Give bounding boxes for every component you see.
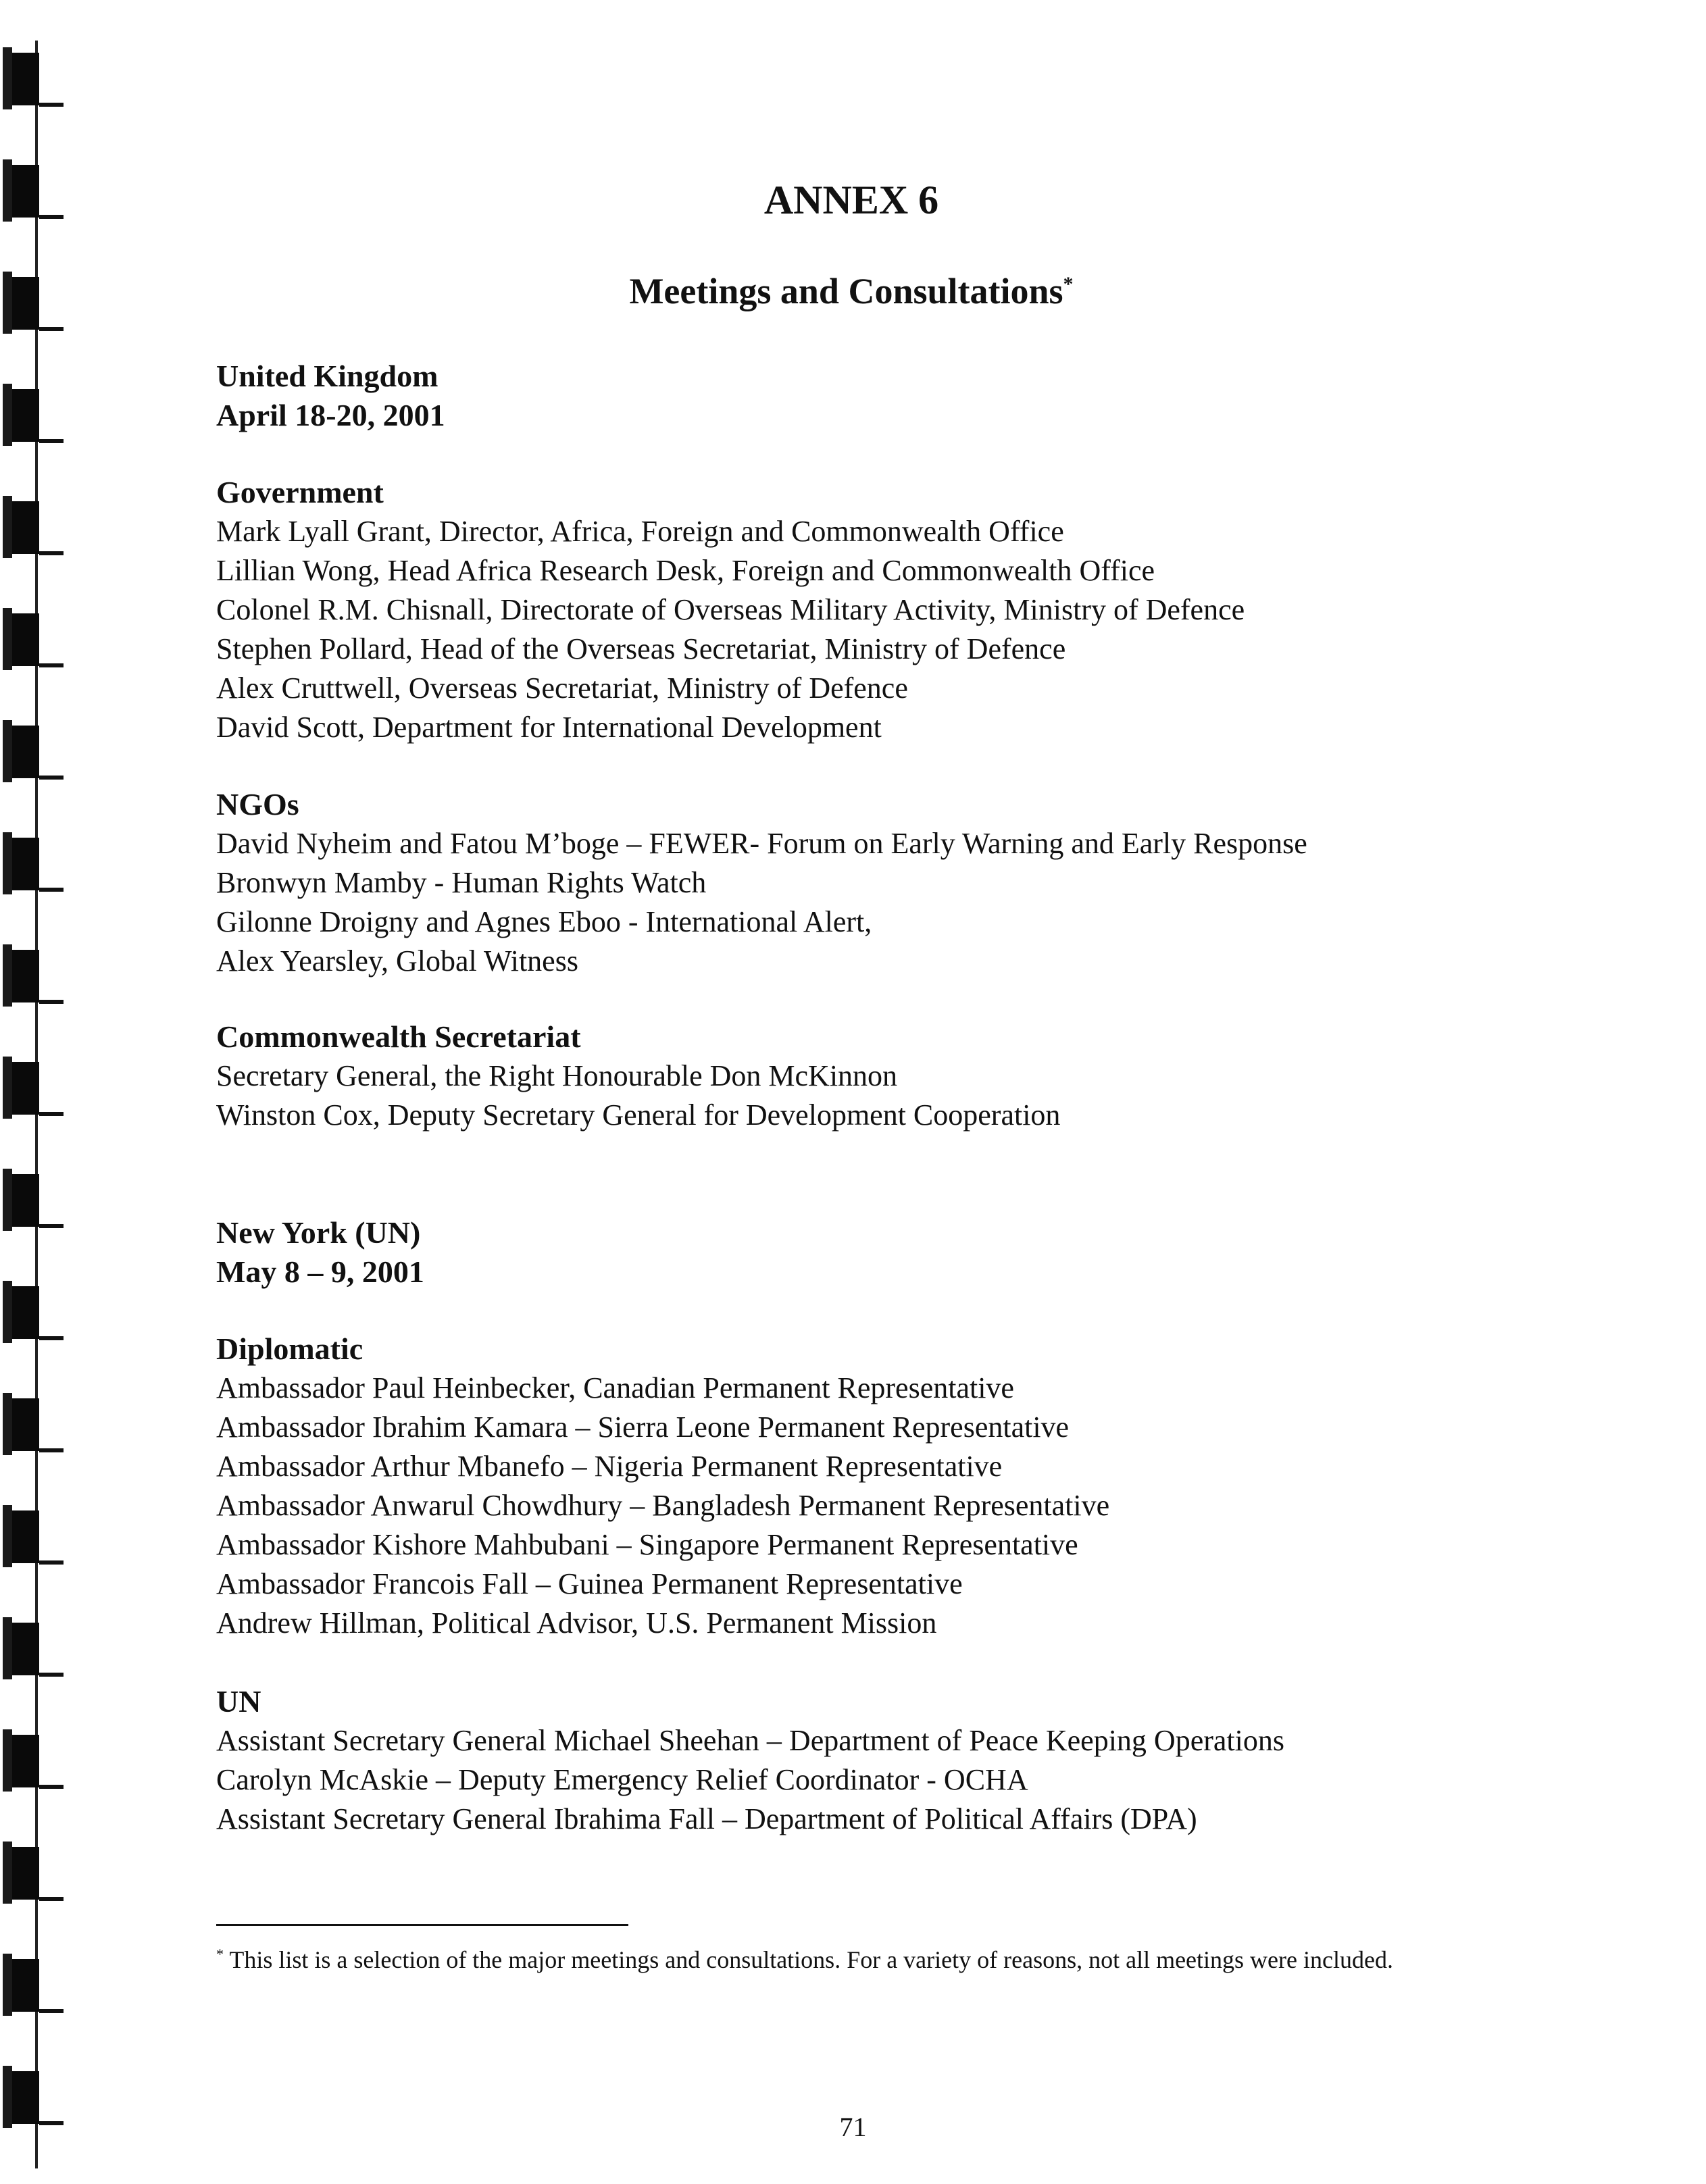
list-item: Bronwyn Mamby - Human Rights Watch bbox=[216, 866, 707, 899]
section-ny-header bbox=[216, 1213, 424, 1292]
binding-loop bbox=[3, 384, 62, 451]
list-item: Ambassador Paul Heinbecker, Canadian Permanent Representative bbox=[216, 1371, 1014, 1404]
group-un bbox=[216, 1682, 1284, 1839]
section-location: United Kingdom bbox=[216, 359, 438, 393]
list-item: Stephen Pollard, Head of the Overseas Secretariat, Ministry of Defence bbox=[216, 632, 1066, 665]
list-item: Ambassador Anwarul Chowdhury – Bangladesh Permanent Representative bbox=[216, 1489, 1110, 1522]
binding-loop bbox=[3, 1393, 62, 1461]
group-ngos bbox=[216, 785, 1307, 981]
list-item: Ambassador Kishore Mahbubani – Singapore Permanent Representative bbox=[216, 1528, 1078, 1561]
list-item: Andrew Hillman, Political Advisor, U.S. Permanent Mission bbox=[216, 1606, 937, 1640]
section-uk-header bbox=[216, 357, 445, 435]
binding-loop bbox=[3, 1842, 62, 1909]
list-item: David Nyheim and Fatou M’boge – FEWER- Forum on Early Warning and Early Response bbox=[216, 827, 1307, 860]
binding-loop bbox=[3, 47, 62, 115]
page-subtitle bbox=[216, 270, 1486, 312]
group-heading: Government bbox=[216, 475, 384, 509]
group-government bbox=[216, 473, 1245, 747]
list-item: Ambassador Francois Fall – Guinea Permanent Representative bbox=[216, 1567, 963, 1600]
spiral-binding bbox=[0, 41, 74, 2168]
list-item: Assistant Secretary General Ibrahima Fall – Department of Political Affairs (DPA) bbox=[216, 1802, 1197, 1835]
section-location: New York (UN) bbox=[216, 1215, 421, 1250]
page-number: 71 bbox=[839, 2112, 867, 2142]
group-heading: Diplomatic bbox=[216, 1331, 363, 1366]
list-item: Colonel R.M. Chisnall, Directorate of Overseas Military Activity, Ministry of Defence bbox=[216, 593, 1245, 626]
list-item: Secretary General, the Right Honourable Don McKinnon bbox=[216, 1059, 898, 1092]
binding-loop bbox=[3, 1729, 62, 1797]
footnote-divider bbox=[216, 1924, 628, 1926]
group-heading: NGOs bbox=[216, 787, 299, 821]
list-item: Gilonne Droigny and Agnes Eboo - International Alert, bbox=[216, 905, 872, 938]
binding-loop bbox=[3, 944, 62, 1012]
binding-loop bbox=[3, 1505, 62, 1573]
list-item: Lillian Wong, Head Africa Research Desk, Foreign and Commonwealth Office bbox=[216, 554, 1155, 587]
list-item: Carolyn McAskie – Deputy Emergency Relief Coordinator - OCHA bbox=[216, 1763, 1028, 1796]
list-item: Alex Cruttwell, Overseas Secretariat, Ministry of Defence bbox=[216, 671, 908, 705]
binding-loop bbox=[3, 1169, 62, 1236]
group-diplomatic bbox=[216, 1329, 1109, 1643]
binding-loop bbox=[3, 496, 62, 563]
binding-loop bbox=[3, 608, 62, 676]
binding-loop bbox=[3, 1281, 62, 1348]
binding-loop bbox=[3, 159, 62, 227]
subtitle-text: Meetings and Consultations bbox=[629, 271, 1063, 311]
group-heading: Commonwealth Secretariat bbox=[216, 1019, 581, 1054]
group-heading: UN bbox=[216, 1684, 261, 1719]
binding-loop bbox=[3, 1057, 62, 1124]
section-date: April 18-20, 2001 bbox=[216, 398, 445, 432]
binding-loop bbox=[3, 832, 62, 900]
footnote-text: This list is a selection of the major meetings and consultations. For a variety of reasons, not all meetings were included. bbox=[229, 1946, 1393, 1973]
annex-title: ANNEX 6 bbox=[763, 178, 939, 222]
list-item: Ambassador Arthur Mbanefo – Nigeria Permanent Representative bbox=[216, 1450, 1003, 1483]
footnote-marker: * bbox=[216, 1946, 224, 1962]
list-item: Mark Lyall Grant, Director, Africa, Foreign and Commonwealth Office bbox=[216, 515, 1064, 548]
list-item: Winston Cox, Deputy Secretary General for Development Cooperation bbox=[216, 1098, 1061, 1132]
binding-loop bbox=[3, 1617, 62, 1685]
section-date: May 8 – 9, 2001 bbox=[216, 1254, 424, 1289]
list-item: David Scott, Department for International Development bbox=[216, 711, 882, 744]
list-item: Ambassador Ibrahim Kamara – Sierra Leone Permanent Representative bbox=[216, 1411, 1070, 1444]
subtitle-footnote-marker: * bbox=[1063, 273, 1074, 295]
list-item: Assistant Secretary General Michael Sheehan – Department of Peace Keeping Operations bbox=[216, 1724, 1284, 1757]
binding-loop bbox=[3, 272, 62, 339]
binding-loop bbox=[3, 720, 62, 788]
list-item: Alex Yearsley, Global Witness bbox=[216, 944, 578, 977]
footnote bbox=[216, 1939, 1500, 1975]
binding-loop bbox=[3, 1954, 62, 2021]
group-commonwealth-secretariat bbox=[216, 1017, 1060, 1135]
